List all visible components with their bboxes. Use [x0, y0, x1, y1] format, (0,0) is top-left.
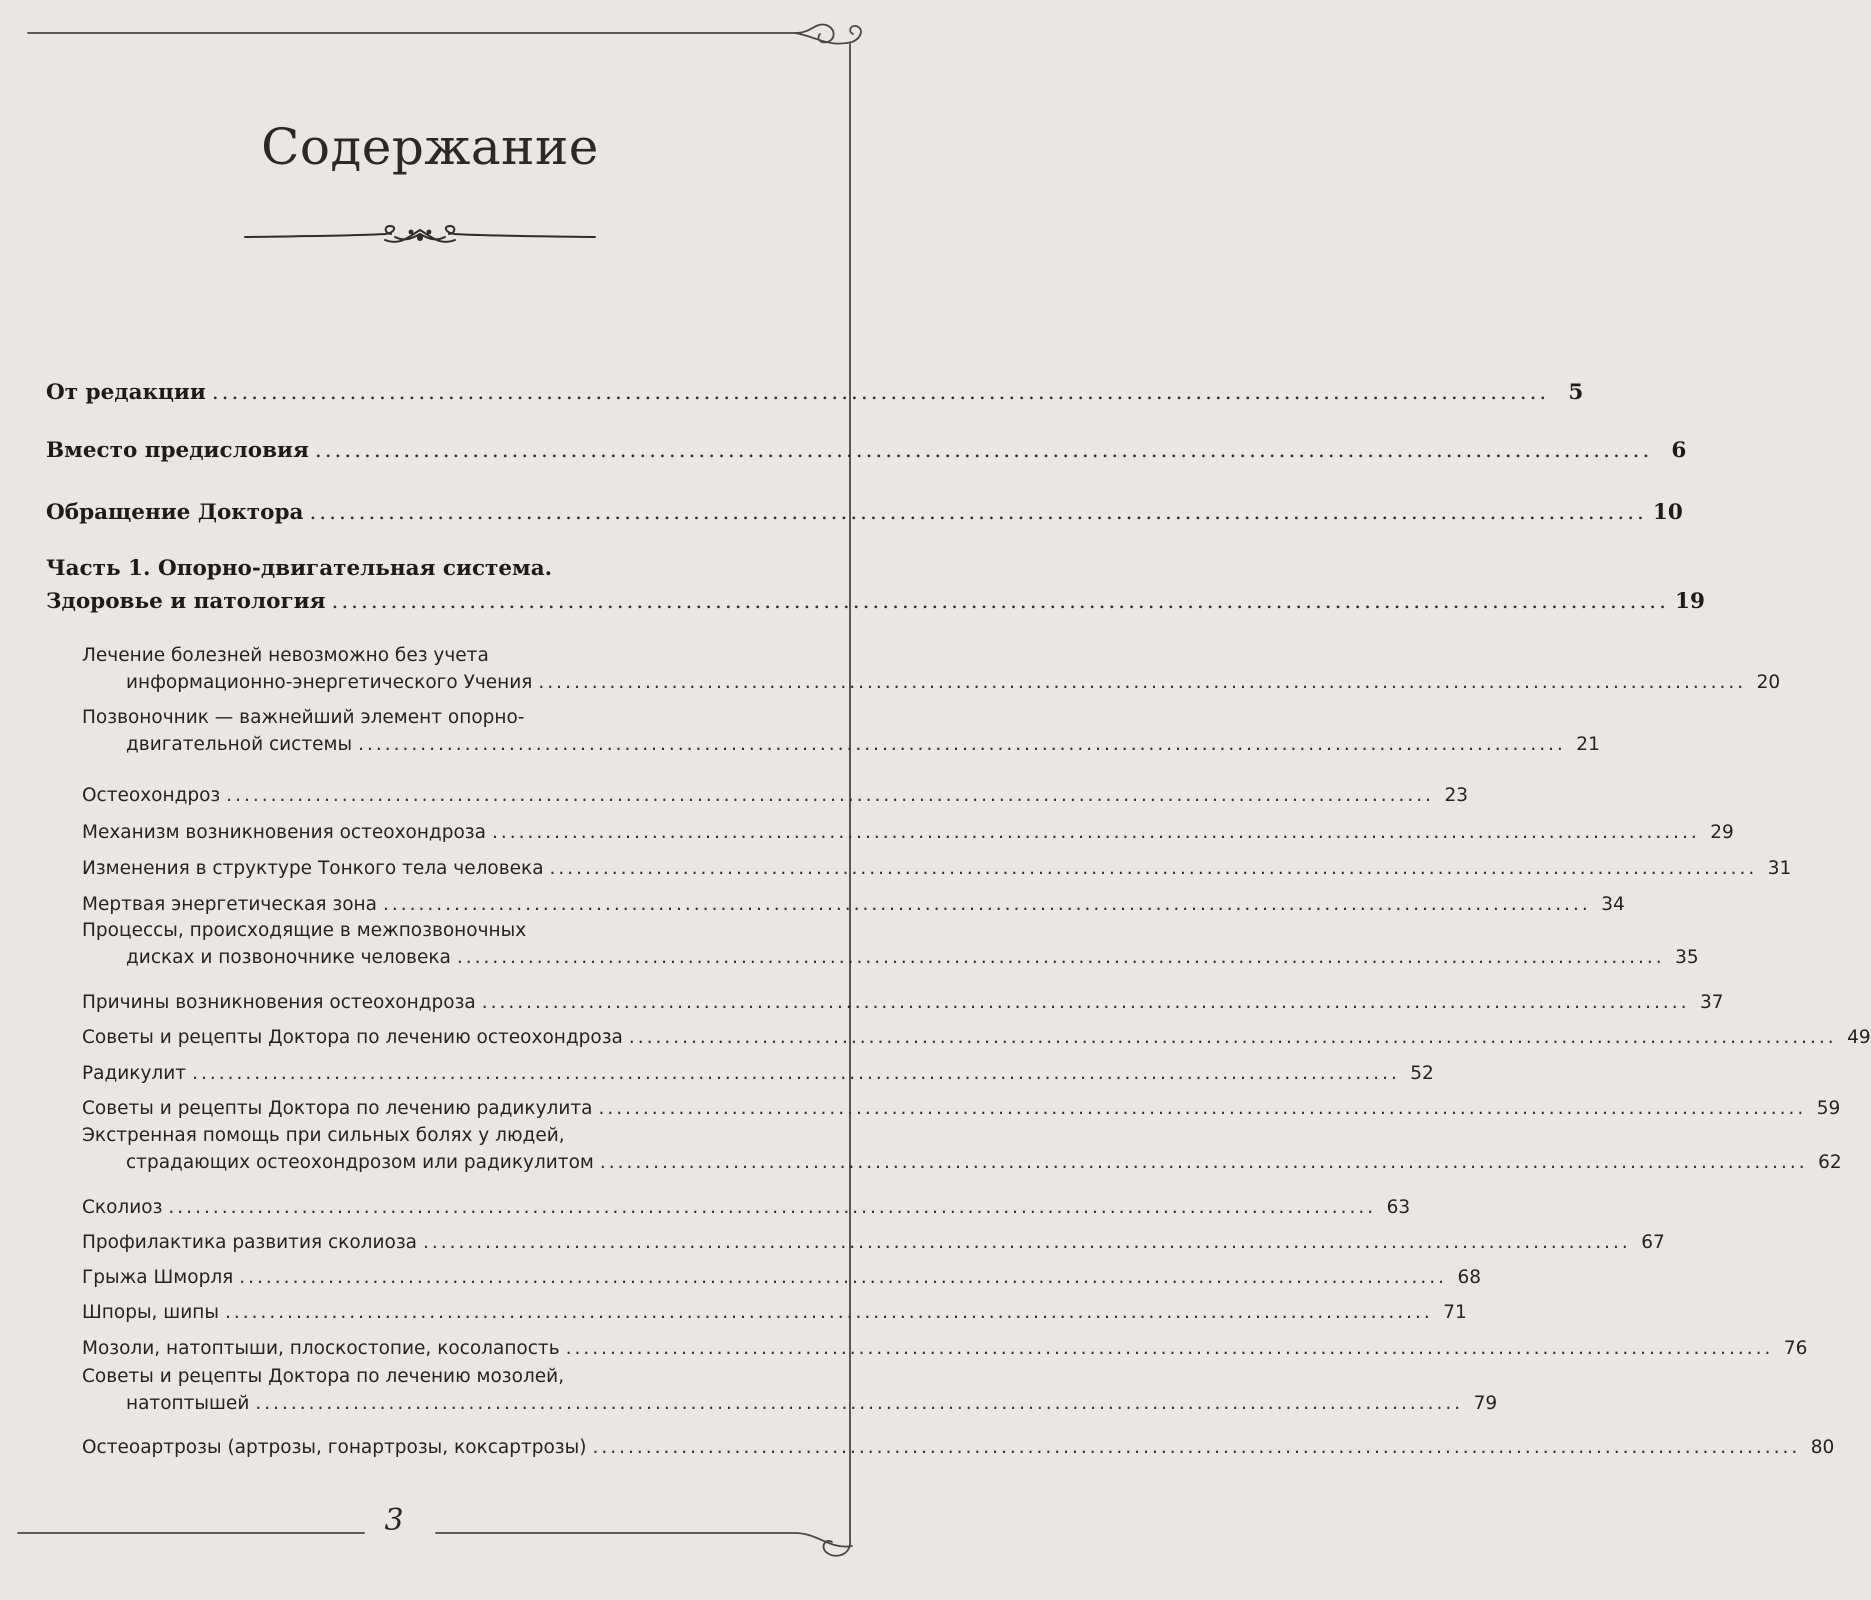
toc-entry-title: Советы и рецепты Доктора по лечению радикулита — [82, 1098, 593, 1119]
toc-entry-page: 29 — [1710, 822, 1734, 843]
toc-entry-page: 62 — [1818, 1152, 1842, 1173]
toc-entry-title: натоптышей — [126, 1393, 250, 1414]
toc-entry-first-line: Экстренная помощь при сильных болях у людей, — [82, 1125, 565, 1146]
toc-entry-page: 21 — [1576, 734, 1600, 755]
toc-leader: ........................................................................................................................................ — [358, 734, 1566, 755]
toc-leader: ........................................................................................................................................ — [192, 1063, 1400, 1084]
toc-entry[interactable] — [46, 645, 1781, 693]
toc-entry-title: Профилактика развития сколиоза — [82, 1232, 417, 1253]
toc-entry[interactable] — [46, 1098, 1841, 1119]
toc-entry-title: Механизм возникновения остеохондроза — [82, 822, 486, 843]
toc-entry-title: От редакции — [46, 380, 206, 405]
toc-leader: ........................................................................................................................................ — [224, 1302, 1433, 1323]
toc-leader: ........................................................................................................................................ — [239, 1267, 1448, 1288]
toc-entry[interactable] — [46, 500, 1683, 525]
toc-entry-title: Обращение Доктора — [46, 500, 304, 525]
toc-entry-page: 19 — [1674, 589, 1705, 614]
toc-leader: ........................................................................................................................................ — [592, 1437, 1801, 1458]
toc-entry-page: 5 — [1568, 380, 1584, 405]
toc-entry-page: 80 — [1810, 1437, 1835, 1458]
toc-entry[interactable] — [46, 438, 1687, 463]
toc-entry-title: Причины возникновения остеохондроза — [82, 992, 476, 1013]
toc-leader: ........................................................................................................................................ — [491, 822, 1700, 843]
toc-leader: ........................................................................................................................................ — [226, 785, 1435, 806]
toc-entry[interactable] — [46, 1338, 1808, 1359]
toc-entry-title: Сколиоз — [82, 1197, 163, 1218]
toc-entry[interactable] — [46, 1232, 1665, 1253]
toc-leader: ........................................................................................................................................ — [314, 438, 1653, 463]
toc-part-heading: Часть 1. Опорно-двигательная система. — [46, 556, 553, 581]
toc-entry-page: 23 — [1444, 785, 1469, 806]
toc-leader: ........................................................................................................................................ — [168, 1197, 1377, 1218]
toc-entry-page: 6 — [1671, 438, 1687, 463]
toc-entry-page: 35 — [1675, 947, 1699, 968]
toc-leader: ........................................................................................................................................ — [628, 1027, 1837, 1048]
toc-leader: ........................................................................................................................................ — [565, 1338, 1774, 1359]
toc-leader: ........................................................................................................................................ — [382, 894, 1591, 915]
frame-top-line — [28, 24, 834, 42]
toc-entry-page: 71 — [1443, 1302, 1467, 1323]
toc-entry-page: 37 — [1699, 992, 1724, 1013]
toc-leader: ........................................................................................................................................ — [423, 1232, 1631, 1253]
toc-leader: ........................................................................................................................................ — [309, 500, 1647, 525]
toc-entry[interactable] — [46, 1125, 1842, 1173]
toc-entry-title: Остеохондроз — [82, 785, 221, 806]
toc-entry-title: Шпоры, шипы — [82, 1302, 219, 1323]
toc-entry-title: Советы и рецепты Доктора по лечению остеохондроза — [82, 1027, 623, 1048]
toc-entry[interactable] — [46, 1302, 1467, 1323]
toc-entry[interactable] — [46, 785, 1469, 806]
toc-entry-page: 59 — [1816, 1098, 1841, 1119]
toc-entry-page: 52 — [1410, 1063, 1434, 1084]
toc-entry-title: Мертвая энергетическая зона — [82, 894, 377, 915]
toc-entry-page: 10 — [1652, 500, 1683, 525]
toc-entry-first-line: Лечение болезней невозможно без учета — [82, 645, 489, 666]
toc-entry-title: информационно-энергетического Учения — [126, 672, 533, 693]
toc-entry-title: дисках и позвоночнике человека — [126, 947, 451, 968]
toc-entry-title: Вместо предисловия — [46, 438, 309, 463]
toc-leader: ........................................................................................................................................ — [599, 1152, 1808, 1173]
toc-leader: ........................................................................................................................................ — [331, 589, 1669, 614]
toc-entry-page: 20 — [1756, 672, 1781, 693]
frame-bottom-right-line — [436, 1533, 852, 1547]
toc-entry-title: Грыжа Шморля — [82, 1267, 234, 1288]
toc-entry[interactable] — [46, 894, 1625, 915]
toc-entry-title: Изменения в структуре Тонкого тела человека — [82, 858, 544, 879]
toc-entry-title: Здоровье и патология — [46, 589, 326, 614]
toc-entry-title: двигательной системы — [126, 734, 353, 755]
toc-entry-page: 76 — [1783, 1338, 1808, 1359]
toc-entry[interactable] — [46, 1063, 1434, 1084]
toc-entry-page: 63 — [1386, 1197, 1411, 1218]
toc-entry-title: Радикулит — [82, 1063, 187, 1084]
toc-entry-page: 79 — [1473, 1393, 1498, 1414]
toc-leader: ........................................................................................................................................ — [456, 947, 1665, 968]
toc-leader: ........................................................................................................................................ — [598, 1098, 1807, 1119]
toc-entry[interactable] — [46, 920, 1699, 968]
toc-entry-first-line: Процессы, происходящие в межпозвоночных — [82, 920, 527, 941]
page-title: Содержание — [261, 118, 599, 176]
toc-entry-page: 49 — [1847, 1027, 1871, 1048]
toc-entry-page: 68 — [1457, 1267, 1482, 1288]
toc-entry-title: страдающих остеохондрозом или радикулитом — [126, 1152, 594, 1173]
toc-entry[interactable] — [46, 1437, 1835, 1458]
toc-leader: ........................................................................................................................................ — [549, 858, 1758, 879]
toc-entry[interactable] — [46, 858, 1792, 879]
toc-entry[interactable] — [46, 1027, 1871, 1048]
toc-entry-part-1[interactable] — [46, 556, 1705, 614]
toc-entry-page: 67 — [1641, 1232, 1665, 1253]
toc-leader: ........................................................................................................................................ — [481, 992, 1690, 1013]
toc-entry-title: Мозоли, натоптыши, плоскостопие, косолапость — [82, 1338, 560, 1359]
toc-leader: ........................................................................................................................................ — [255, 1393, 1464, 1414]
toc-entry[interactable] — [46, 822, 1734, 843]
toc-entry-page: 34 — [1601, 894, 1625, 915]
toc-leader: ........................................................................................................................................ — [211, 380, 1550, 405]
toc-entry-first-line: Советы и рецепты Доктора по лечению мозолей, — [82, 1366, 565, 1387]
page-number: 3 — [384, 1503, 404, 1538]
toc-entry-page: 31 — [1767, 858, 1792, 879]
toc-entry[interactable] — [46, 1366, 1498, 1414]
toc-entry-first-line: Позвоночник — важнейший элемент опорно- — [82, 707, 525, 728]
toc-entry-title: Остеоартрозы (артрозы, гонартрозы, коксартрозы) — [82, 1437, 587, 1458]
toc-entry[interactable] — [46, 1267, 1482, 1288]
toc-entry[interactable] — [46, 380, 1583, 405]
title-ornament-icon — [245, 222, 595, 252]
toc-leader: ........................................................................................................................................ — [538, 672, 1747, 693]
toc-entry[interactable] — [46, 707, 1600, 755]
toc-entry[interactable] — [46, 992, 1724, 1013]
toc-entry[interactable] — [46, 1197, 1411, 1218]
